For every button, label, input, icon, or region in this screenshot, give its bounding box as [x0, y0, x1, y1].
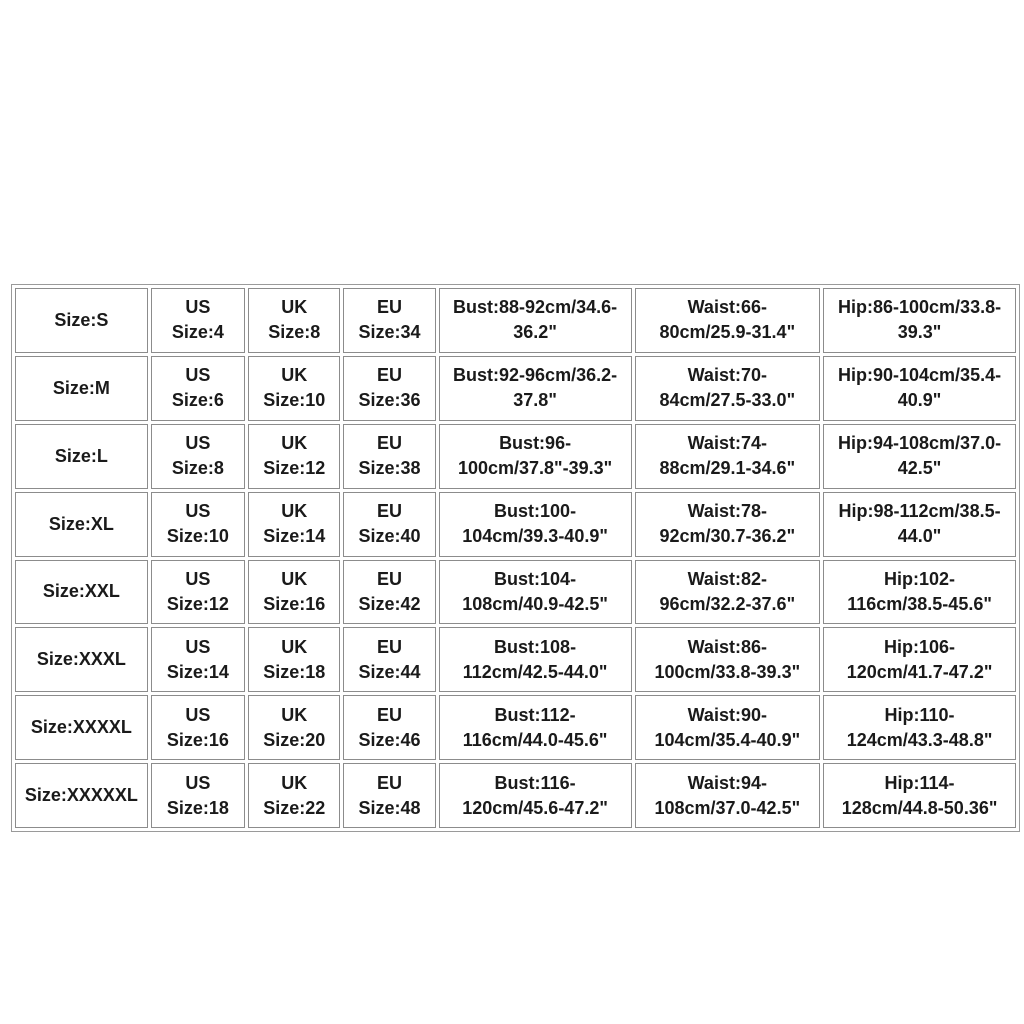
size-cell: Size:XXXXXL — [15, 763, 148, 828]
bust-cell: Bust:100- 104cm/39.3-40.9" — [439, 492, 632, 557]
waist-cell: Waist:90- 104cm/35.4-40.9" — [635, 695, 821, 760]
us-size-cell: US Size:16 — [151, 695, 245, 760]
table-row — [15, 288, 1016, 353]
table-row — [15, 492, 1016, 557]
uk-size-cell: UK Size:10 — [248, 356, 340, 421]
hip-cell: Hip:102- 116cm/38.5-45.6" — [823, 560, 1016, 625]
eu-size-cell: EU Size:38 — [343, 424, 435, 489]
uk-size-cell: UK Size:22 — [248, 763, 340, 828]
table-row — [15, 695, 1016, 760]
hip-cell: Hip:114- 128cm/44.8-50.36" — [823, 763, 1016, 828]
size-cell: Size:XXXL — [15, 627, 148, 692]
uk-size-cell: UK Size:8 — [248, 288, 340, 353]
hip-cell: Hip:86-100cm/33.8- 39.3" — [823, 288, 1016, 353]
table-row — [15, 424, 1016, 489]
waist-cell: Waist:70- 84cm/27.5-33.0" — [635, 356, 821, 421]
eu-size-cell: EU Size:46 — [343, 695, 435, 760]
us-size-cell: US Size:18 — [151, 763, 245, 828]
size-cell: Size:L — [15, 424, 148, 489]
waist-cell: Waist:94- 108cm/37.0-42.5" — [635, 763, 821, 828]
waist-cell: Waist:74- 88cm/29.1-34.6" — [635, 424, 821, 489]
eu-size-cell: EU Size:40 — [343, 492, 435, 557]
uk-size-cell: UK Size:16 — [248, 560, 340, 625]
us-size-cell: US Size:10 — [151, 492, 245, 557]
table-row — [15, 763, 1016, 828]
us-size-cell: US Size:8 — [151, 424, 245, 489]
eu-size-cell: EU Size:34 — [343, 288, 435, 353]
us-size-cell: US Size:14 — [151, 627, 245, 692]
waist-cell: Waist:78- 92cm/30.7-36.2" — [635, 492, 821, 557]
waist-cell: Waist:66- 80cm/25.9-31.4" — [635, 288, 821, 353]
bust-cell: Bust:88-92cm/34.6- 36.2" — [439, 288, 632, 353]
us-size-cell: US Size:4 — [151, 288, 245, 353]
uk-size-cell: UK Size:20 — [248, 695, 340, 760]
bust-cell: Bust:104- 108cm/40.9-42.5" — [439, 560, 632, 625]
size-chart-table — [11, 284, 1020, 832]
hip-cell: Hip:110- 124cm/43.3-48.8" — [823, 695, 1016, 760]
table-row — [15, 627, 1016, 692]
bust-cell: Bust:116- 120cm/45.6-47.2" — [439, 763, 632, 828]
uk-size-cell: UK Size:18 — [248, 627, 340, 692]
eu-size-cell: EU Size:42 — [343, 560, 435, 625]
bust-cell: Bust:92-96cm/36.2- 37.8" — [439, 356, 632, 421]
size-cell: Size:S — [15, 288, 148, 353]
waist-cell: Waist:86- 100cm/33.8-39.3" — [635, 627, 821, 692]
bust-cell: Bust:96- 100cm/37.8"-39.3" — [439, 424, 632, 489]
bust-cell: Bust:108- 112cm/42.5-44.0" — [439, 627, 632, 692]
eu-size-cell: EU Size:44 — [343, 627, 435, 692]
us-size-cell: US Size:6 — [151, 356, 245, 421]
size-cell: Size:XXL — [15, 560, 148, 625]
hip-cell: Hip:98-112cm/38.5- 44.0" — [823, 492, 1016, 557]
bust-cell: Bust:112- 116cm/44.0-45.6" — [439, 695, 632, 760]
us-size-cell: US Size:12 — [151, 560, 245, 625]
table-row — [15, 356, 1016, 421]
table-row — [15, 560, 1016, 625]
waist-cell: Waist:82- 96cm/32.2-37.6" — [635, 560, 821, 625]
uk-size-cell: UK Size:12 — [248, 424, 340, 489]
eu-size-cell: EU Size:36 — [343, 356, 435, 421]
hip-cell: Hip:94-108cm/37.0- 42.5" — [823, 424, 1016, 489]
hip-cell: Hip:106- 120cm/41.7-47.2" — [823, 627, 1016, 692]
size-cell: Size:M — [15, 356, 148, 421]
size-cell: Size:XXXXL — [15, 695, 148, 760]
size-cell: Size:XL — [15, 492, 148, 557]
uk-size-cell: UK Size:14 — [248, 492, 340, 557]
hip-cell: Hip:90-104cm/35.4- 40.9" — [823, 356, 1016, 421]
eu-size-cell: EU Size:48 — [343, 763, 435, 828]
